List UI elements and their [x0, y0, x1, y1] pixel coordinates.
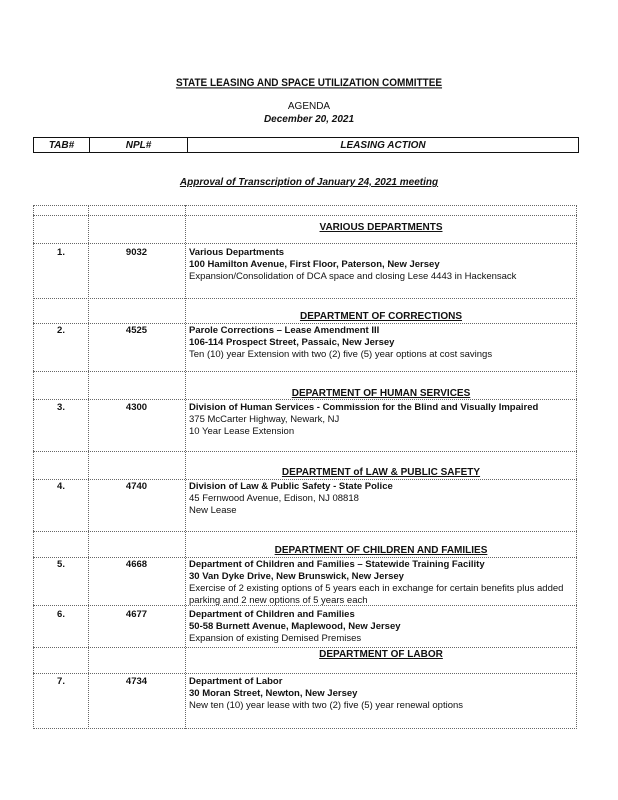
table-border-left: [33, 205, 34, 729]
agency-name: Parole Corrections – Lease Amendment III: [189, 325, 380, 336]
address: 30 Moran Street, Newton, New Jersey: [189, 688, 358, 699]
row-line: [33, 451, 577, 452]
tab-number: 4.: [57, 481, 65, 492]
action-description: New ten (10) year lease with two (2) five (5) year renewal options: [189, 700, 464, 711]
npl-number: 4740: [125, 481, 148, 492]
tab-number: 6.: [57, 609, 65, 620]
row-line: [33, 557, 577, 558]
meeting-date: December 20, 2021: [263, 114, 355, 125]
row-line: [33, 399, 577, 400]
npl-number: 4677: [125, 609, 148, 620]
tab-number: 7.: [57, 676, 65, 687]
address: 50-58 Burnett Avenue, Maplewood, New Jersey: [189, 621, 401, 632]
column-npl: NPL#: [90, 138, 188, 152]
action-description: New Lease: [189, 505, 237, 516]
department-heading: DEPARTMENT OF LABOR: [319, 649, 443, 660]
approval-line: Approval of Transcription of January 24, 2021 meeting: [179, 177, 439, 188]
leasing-action: [189, 676, 571, 712]
department-heading: DEPARTMENT OF HUMAN SERVICES: [291, 388, 471, 399]
row-line: [33, 371, 577, 372]
action-description: Expansion of existing Demised Premises: [189, 633, 362, 644]
agenda-label: AGENDA: [287, 101, 331, 112]
address: 106-114 Prospect Street, Passaic, New Jersey: [189, 337, 395, 348]
npl-number: 4525: [125, 325, 148, 336]
row-line: [33, 673, 577, 674]
address: 45 Fernwood Avenue, Edison, NJ 08818: [189, 493, 359, 504]
agenda-table: [33, 205, 577, 729]
leasing-action: [189, 325, 571, 361]
action-description: parking and 2 new options of 5 years each: [189, 595, 368, 606]
tab-number: 2.: [57, 325, 65, 336]
department-heading: DEPARTMENT OF CHILDREN AND FAMILIES: [274, 545, 488, 556]
address: 30 Van Dyke Drive, New Brunswick, New Jersey: [189, 571, 404, 582]
row-line: [33, 479, 577, 480]
action-description: Ten (10) year Extension with two (2) five (5) year options at cost savings: [189, 349, 493, 360]
row-line: [33, 243, 577, 244]
tab-number: 3.: [57, 402, 65, 413]
npl-number: 9032: [125, 247, 148, 258]
row-line: [33, 323, 577, 324]
npl-number: 4668: [125, 559, 148, 570]
action-description: Exercise of 2 existing options of 5 years each in exchange for certain benefits plus added: [189, 583, 564, 594]
npl-number: 4300: [125, 402, 148, 413]
row-line: [33, 728, 577, 729]
row-line: [33, 215, 577, 216]
leasing-action: [189, 402, 571, 438]
leasing-action: [189, 559, 571, 607]
leasing-action: [189, 247, 571, 283]
committee-title: STATE LEASING AND SPACE UTILIZATION COMMITTEE: [175, 77, 443, 90]
department-heading: VARIOUS DEPARTMENTS: [319, 222, 443, 233]
address: 100 Hamilton Avenue, First Floor, Paterson, New Jersey: [189, 259, 440, 270]
tab-number: 5.: [57, 559, 65, 570]
agency-name: Department of Children and Families: [189, 609, 355, 620]
action-description: Expansion/Consolidation of DCA space and closing Lese 4443 in Hackensack: [189, 271, 517, 282]
column-divider-tab: [88, 205, 89, 729]
leasing-action: [189, 481, 571, 517]
column-header-row: [33, 137, 579, 153]
column-leasing-action: LEASING ACTION: [340, 139, 426, 151]
tab-number: 1.: [57, 247, 65, 258]
agency-name: Department of Children and Families – Statewide Training Facility: [189, 559, 485, 570]
address: 375 McCarter Highway, Newark, NJ: [189, 414, 340, 425]
agency-name: Department of Labor: [189, 676, 283, 687]
agency-name: Various Departments: [189, 247, 285, 258]
row-line: [33, 531, 577, 532]
leasing-action: [189, 609, 571, 645]
department-heading: DEPARTMENT of LAW & PUBLIC SAFETY: [281, 467, 481, 478]
department-heading: DEPARTMENT OF CORRECTIONS: [299, 311, 463, 322]
column-tab: TAB#: [34, 138, 90, 152]
action-description: 10 Year Lease Extension: [189, 426, 295, 437]
npl-number: 4734: [125, 676, 148, 687]
row-line: [33, 647, 577, 648]
agency-name: Division of Law & Public Safety - State Police: [189, 481, 393, 492]
row-line: [33, 298, 577, 299]
agency-name: Division of Human Services - Commission for the Blind and Visually Impaired: [189, 402, 539, 413]
row-line: [33, 205, 577, 206]
